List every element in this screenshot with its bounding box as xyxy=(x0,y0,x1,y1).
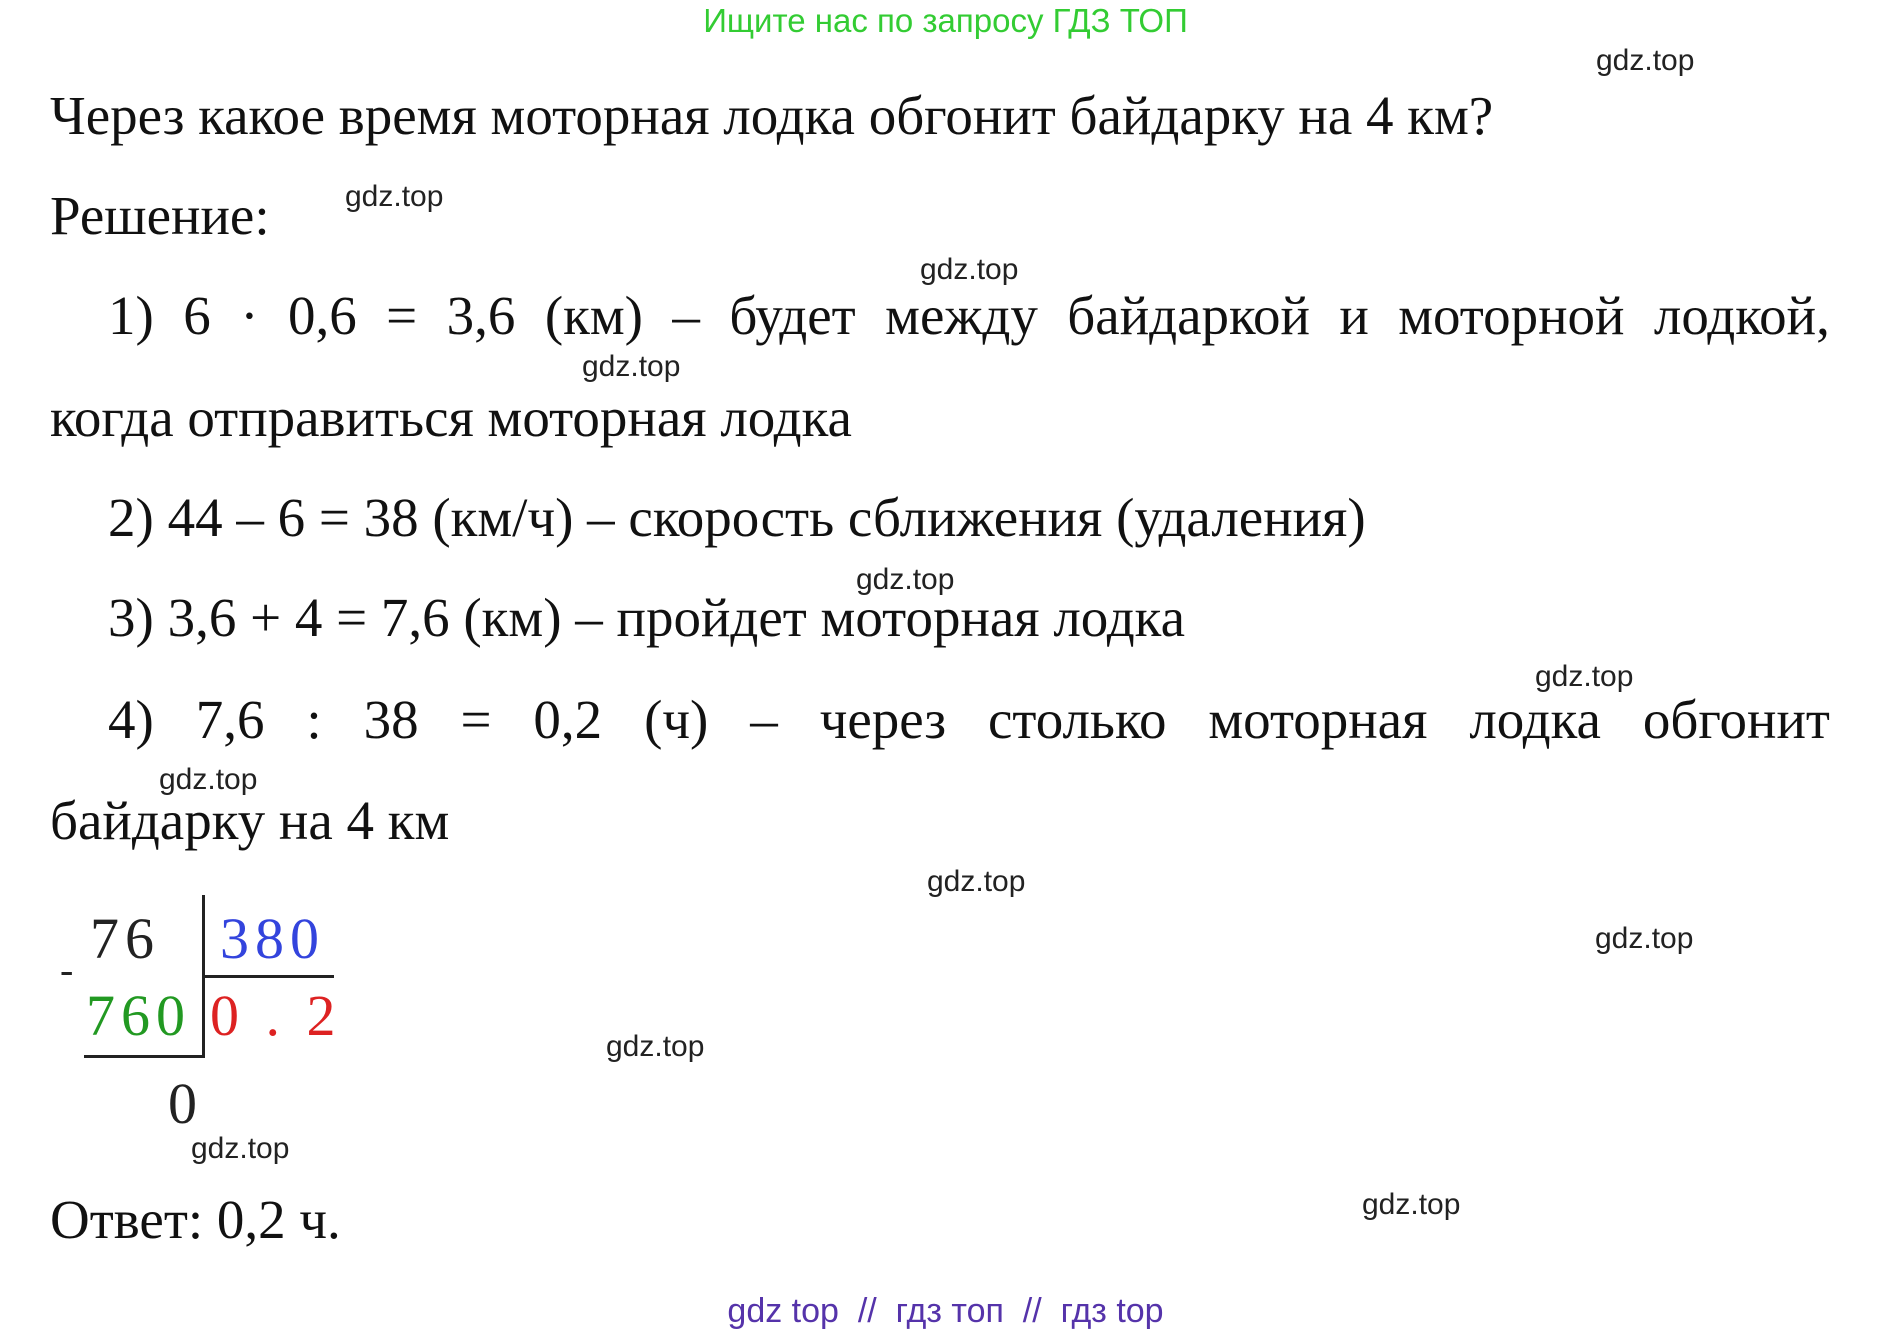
watermark: gdz.top xyxy=(920,253,1019,286)
step-4-word: (ч) xyxy=(644,689,709,750)
watermark: gdz.top xyxy=(191,1132,290,1165)
step-1-word: и xyxy=(1339,285,1369,346)
watermark: gdz.top xyxy=(1595,922,1694,955)
step-4-word: обгонит xyxy=(1642,689,1830,750)
watermark: gdz.top xyxy=(582,350,681,383)
step-4-word: 38 xyxy=(363,689,419,750)
step-1-line-1 xyxy=(108,285,1830,346)
step-4-word: столько xyxy=(987,689,1167,750)
solution-label: Решение: xyxy=(50,185,270,246)
remainder: 0 xyxy=(168,1071,203,1136)
step-4-word: моторная xyxy=(1208,689,1428,750)
step-4-word: через xyxy=(819,689,947,750)
step-1-word: = xyxy=(386,285,418,346)
dividend: 76 xyxy=(90,906,160,971)
watermark: gdz.top xyxy=(856,563,955,596)
footer-links[interactable]: gdz top // гдз топ // гдз top xyxy=(727,1292,1164,1330)
step-2: 2) 44 – 6 = 38 (км/ч) – скорость сближения (удаления) xyxy=(108,487,1366,548)
step-4-word: 0,2 xyxy=(533,689,603,750)
step-1-line-2: когда отправиться моторная лодка xyxy=(50,387,852,448)
watermark: gdz.top xyxy=(159,763,258,796)
step-1-word: моторной xyxy=(1398,285,1625,346)
answer-text: Ответ: 0,2 ч. xyxy=(50,1189,341,1250)
minus-sign: - xyxy=(60,947,80,992)
step-4-line-1 xyxy=(108,689,1830,750)
step-1-word: байдаркой xyxy=(1067,285,1310,346)
step-1-word: 0,6 xyxy=(287,285,357,346)
step-1-word: лодкой, xyxy=(1653,285,1830,346)
step-1-word: (км) xyxy=(544,285,643,346)
step-4-word: лодка xyxy=(1469,689,1601,750)
step-4-word: : xyxy=(306,689,322,750)
division-divisor-line xyxy=(202,975,334,978)
step-1-word: – xyxy=(672,285,700,346)
watermark: gdz.top xyxy=(1362,1188,1461,1221)
top-banner: Ищите нас по запросу ГДЗ ТОП xyxy=(703,2,1188,39)
question-text: Через какое время моторная лодка обгонит байдарку на 4 км? xyxy=(50,85,1494,146)
step-3: 3) 3,6 + 4 = 7,6 (км) – пройдет моторная лодка xyxy=(108,587,1185,648)
watermark: gdz.top xyxy=(606,1030,705,1063)
step-4-word: 7,6 xyxy=(195,689,265,750)
step-4-word: – xyxy=(750,689,778,750)
step-1-word: 3,6 xyxy=(446,285,516,346)
step-1-word: 1) xyxy=(108,285,154,346)
step-1-word: будет xyxy=(729,285,856,346)
step-4-word: 4) xyxy=(108,689,154,750)
subtrahend: 760 xyxy=(86,983,191,1048)
step-1-word: 6 xyxy=(183,285,211,346)
divisor: 380 xyxy=(220,906,325,971)
step-4-word: = xyxy=(460,689,492,750)
watermark: gdz.top xyxy=(1535,660,1634,693)
long-division xyxy=(60,895,360,1135)
watermark: gdz.top xyxy=(345,180,444,213)
watermark: gdz.top xyxy=(1596,44,1695,77)
watermark: gdz.top xyxy=(927,865,1026,898)
step-1-word: между xyxy=(885,285,1038,346)
step-1-word: · xyxy=(240,285,259,346)
step-4-line-2: байдарку на 4 км xyxy=(50,790,450,851)
division-subtrahend-line xyxy=(84,1055,205,1058)
quotient: 0 . 2 xyxy=(210,983,342,1048)
